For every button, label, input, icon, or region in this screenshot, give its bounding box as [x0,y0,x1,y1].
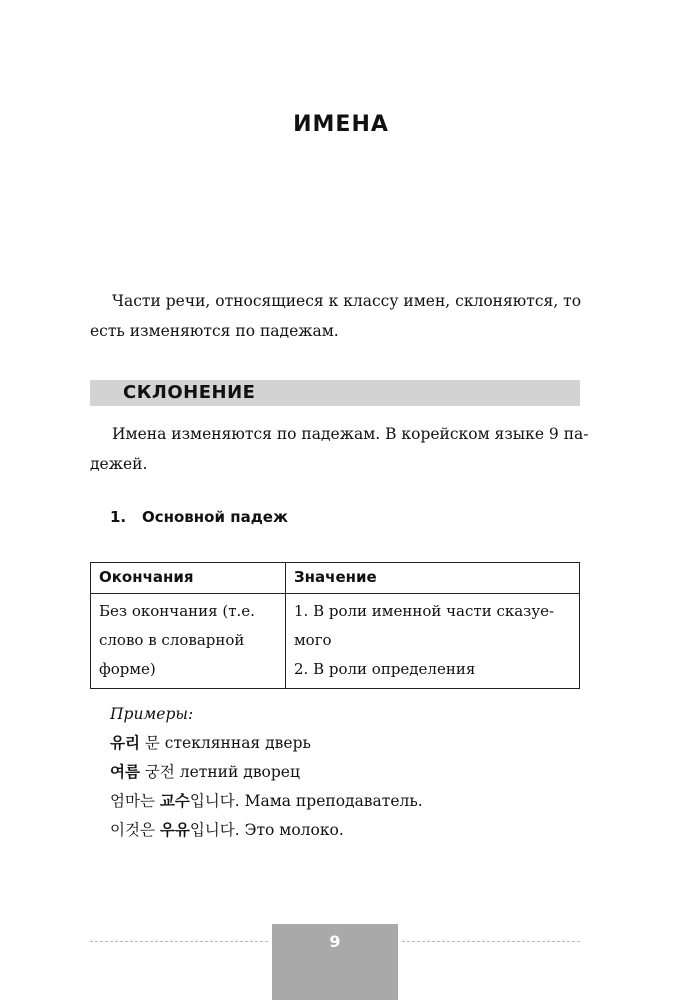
example-korean-bold: 여름 [110,763,140,781]
example-korean-bold: 우유 [159,821,190,839]
example-line [110,816,423,845]
example-translation: летний дворец [174,763,300,781]
example-translation: Мама преподаватель. [239,792,423,810]
example-korean: 이것은 [110,821,160,839]
page-number-tab [272,924,398,1000]
example-korean-bold: 유리 [110,734,140,752]
examples-label: Примеры: [110,705,194,723]
footer-dashed-rule-left [90,941,268,942]
page-number: 9 [329,932,341,951]
example-korean: 입니다. [189,792,240,810]
example-korean: 문 [139,734,160,752]
table-row [91,594,580,689]
intro-line: есть изменяются по падежам. [90,322,339,340]
example-line [110,729,423,758]
table-cell-endings [91,594,286,689]
table-header-row [91,563,580,594]
example-korean-bold: 교수 [159,792,190,810]
example-korean: 엄마는 [110,792,160,810]
case-table [90,562,580,689]
subsection-number: 1. [110,508,127,526]
cell-line: Без окончания (т.е. [99,602,255,620]
examples-block [110,700,423,845]
cell-line: форме) [99,660,156,678]
subsection-title: Основной падеж [142,508,288,526]
intro-paragraph [90,286,580,346]
declension-line: Имена изменяются по падежам. В корейском языке 9 па- [112,425,589,443]
declension-line: дежей. [90,455,148,473]
table-cell-meaning [286,594,580,689]
example-korean: 궁전 [139,763,175,781]
declension-paragraph [90,419,589,479]
example-line [110,758,423,787]
table-header-endings: Окончания [91,563,286,594]
chapter-title: ИМЕНА [293,112,389,137]
example-line [110,787,423,816]
cell-line: мого [294,631,332,649]
footer-dashed-rule-right [402,941,580,942]
example-translation: Это молоко. [239,821,344,839]
subsection-heading [110,508,288,526]
cell-line: 2. В роли определения [294,660,476,678]
example-korean: 입니다. [189,821,240,839]
intro-line: Части речи, относящиеся к классу имен, склоняются, то [112,292,582,310]
section-heading-bar [90,380,580,406]
table-header-meaning: Значение [286,563,580,594]
example-translation: стеклянная дверь [159,734,311,752]
cell-line: 1. В роли именной части сказуе- [294,602,555,620]
section-title: СКЛОНЕНИЕ [123,382,256,403]
cell-line: слово в словарной [99,631,245,649]
